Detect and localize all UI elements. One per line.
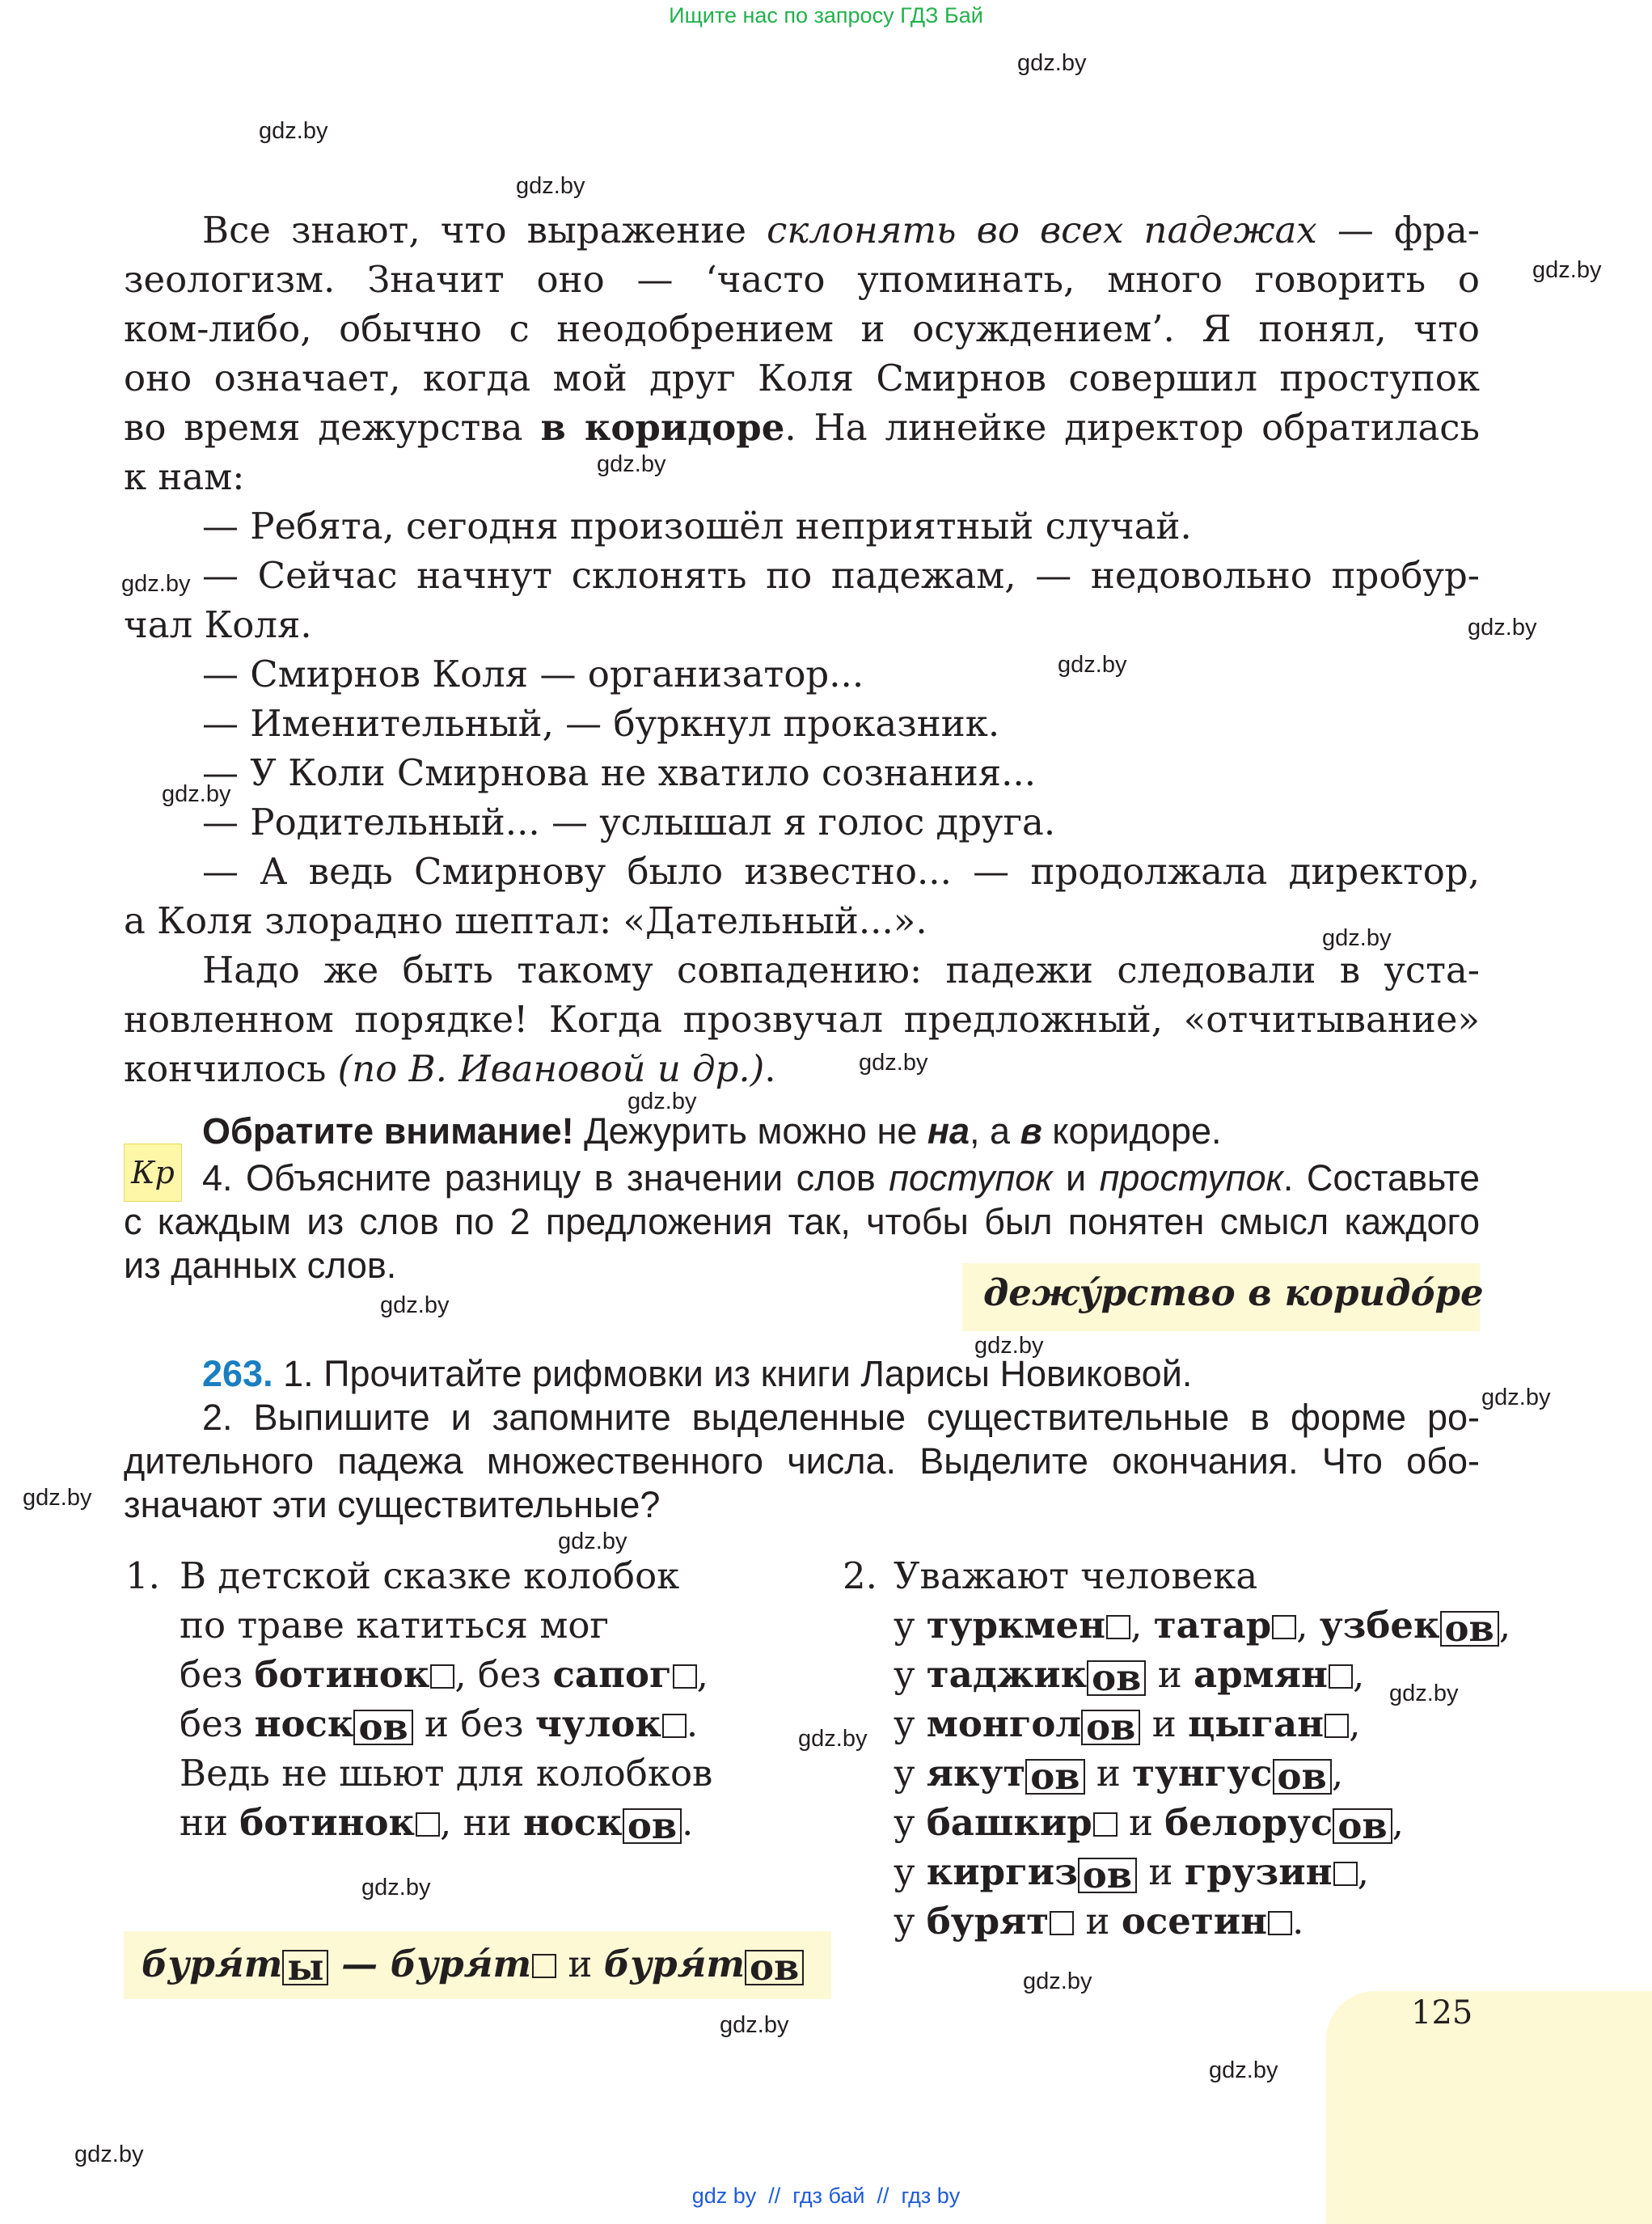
watermark: gdz.by	[259, 118, 328, 144]
watermark: gdz.by	[121, 571, 191, 597]
ending-box: ов	[745, 1950, 804, 1985]
task-4-line-3: из данных слов.	[124, 1245, 397, 1286]
story-line: кончилось (по В. Ивановой и др.).	[124, 1047, 776, 1090]
watermark: gdz.by	[23, 1485, 92, 1511]
dialogue-line: — Смирнов Коля — организатор...	[202, 653, 864, 696]
buryat-box-text: буря́т ы — буря́т и буря́т ов	[142, 1943, 804, 1985]
watermark: gdz.by	[1389, 1681, 1459, 1706]
poem-line: у бурят и осетин .	[894, 1900, 1304, 1943]
story-line-2: зеологизм. Значит оно — ‘часто упоминать, много говорить о	[124, 258, 1480, 301]
zero-ending	[673, 1664, 697, 1689]
zero-ending	[1268, 1911, 1292, 1935]
ending-box: ов	[1333, 1808, 1392, 1844]
poem-line: по траве катиться мог	[180, 1604, 609, 1647]
task-4-line-1: 4. Объясните разницу в значении слов поступок и проступок. Составьте	[202, 1157, 1480, 1199]
ending-box: ов	[1081, 1710, 1140, 1745]
zero-ending	[1050, 1911, 1074, 1935]
zero-ending	[416, 1812, 440, 1837]
zero-ending	[1106, 1615, 1130, 1639]
watermark: gdz.by	[516, 173, 585, 199]
dialogue-line: — Сейчас начнут склонять по падежам, — недовольно пробур-	[202, 554, 1480, 597]
watermark: gdz.by	[1017, 50, 1087, 76]
footer-links[interactable]: gdz by // гдз бай // гдз by	[691, 2184, 961, 2208]
watermark: gdz.by	[380, 1292, 450, 1318]
dialogue-line: — У Коли Смирнова не хватило сознания...	[202, 751, 1037, 794]
dialogue-line: а Коля злорадно шептал: «Дательный...».	[124, 899, 927, 942]
poem-line: ни ботинок , ни носк ов .	[180, 1801, 694, 1847]
story-line-1: Все знают, что выражение склонять во всех падежах — фра-	[202, 209, 1481, 252]
zero-ending	[1329, 1664, 1353, 1689]
task-4-line-2: с каждым из слов по 2 предложения так, чтобы был понятен смысл каждого	[124, 1201, 1480, 1242]
ending-box: ов	[1440, 1611, 1499, 1647]
watermark: gdz.by	[1468, 615, 1537, 641]
dialogue-line: чал Коля.	[124, 603, 312, 646]
ending-box: ов	[353, 1710, 412, 1745]
exercise-263-line-1: 263. 1. Прочитайте рифмовки из книги Ларисы Новиковой.	[202, 1353, 1193, 1394]
ending-box: ов	[1025, 1759, 1084, 1795]
story-line-5: во время дежурства в коридоре. На линейке директор обратилась	[124, 406, 1481, 449]
ending-box: ов	[1078, 1858, 1137, 1893]
poem-line: Ведь не шьют для колобков	[180, 1752, 713, 1795]
top-search-link[interactable]: Ищите нас по запросу ГДЗ Бай	[669, 3, 983, 27]
zero-ending	[1325, 1714, 1349, 1738]
ending-box: ов	[623, 1808, 682, 1844]
spelling-box	[962, 1263, 1484, 1331]
watermark: gdz.by	[1209, 2057, 1278, 2083]
ending-box: ов	[1273, 1759, 1332, 1795]
poem-line: у таджик ов и армян ,	[894, 1653, 1365, 1699]
dialogue-line: — А ведь Смирнову было известно... — продолжала директор,	[202, 850, 1480, 893]
watermark: gdz.by	[162, 781, 231, 807]
story-line-3: ком-либо, обычно с неодобрением и осуждением’. Я понял, что	[124, 307, 1480, 350]
watermark: gdz.by	[558, 1528, 627, 1554]
watermark: gdz.by	[1058, 652, 1127, 678]
page-number: 125	[1411, 1994, 1473, 2032]
poem-number: 1.	[125, 1554, 160, 1597]
poem-line: у башкир и белорус ов ,	[894, 1801, 1404, 1847]
watermark: gdz.by	[1023, 1968, 1092, 1994]
story-line-4: оно означает, когда мой друг Коля Смирнов совершил проступок	[124, 357, 1480, 400]
zero-ending	[430, 1664, 454, 1689]
zero-ending	[1093, 1812, 1118, 1837]
watermark: gdz.by	[798, 1726, 868, 1752]
watermark: gdz.by	[627, 1089, 697, 1114]
poem-line: без ботинок , без сапог ,	[180, 1653, 708, 1696]
dialogue-line: — Именительный, — буркнул проказник.	[202, 702, 1000, 745]
poem-number: 2.	[843, 1554, 877, 1597]
poem-line: В детской сказке колобок	[180, 1554, 680, 1597]
poem-line: у якут ов и тунгус ов ,	[894, 1752, 1344, 1798]
zero-ending	[532, 1954, 556, 1978]
exercise-number: 263.	[202, 1353, 273, 1394]
watermark: gdz.by	[859, 1050, 928, 1076]
dialogue-line: — Ребята, сегодня произошёл неприятный случай.	[202, 505, 1192, 548]
kr-badge-icon: Кр	[124, 1144, 182, 1202]
watermark: gdz.by	[1322, 925, 1392, 951]
watermark: gdz.by	[1481, 1385, 1551, 1410]
attention-label: Обратите внимание!	[202, 1110, 574, 1152]
attention-note: Обратите внимание! Дежурить можно не на, а в коридоре.	[202, 1110, 1222, 1152]
poem-line: у киргиз ов и грузин ,	[894, 1850, 1369, 1896]
story-line: Надо же быть такому совпадению: падежи следовали в уста-	[202, 949, 1480, 991]
ending-box: ы	[282, 1950, 328, 1985]
zero-ending	[662, 1714, 687, 1738]
watermark: gdz.by	[974, 1333, 1044, 1359]
exercise-263-line-2: 2. Выпишите и запомните выделенные существительные в форме ро-	[202, 1397, 1480, 1438]
poem-line: у туркмен , татар , узбек ов ,	[894, 1604, 1511, 1650]
story-line: новленном порядке! Когда прозвучал предложный, «отчитывание»	[124, 998, 1480, 1041]
watermark: gdz.by	[597, 451, 666, 477]
poem-line: без носк ов и без чулок .	[180, 1702, 699, 1748]
story-line-6: к нам:	[124, 455, 245, 498]
story-source: (по В. Ивановой и др.)	[337, 1047, 765, 1090]
ending-box: ов	[1087, 1660, 1146, 1696]
zero-ending	[1333, 1862, 1358, 1886]
exercise-263-line-4: значают эти существительные?	[124, 1484, 661, 1525]
poem-line: Уважают человека	[894, 1554, 1258, 1597]
poem-line: у монгол ов и цыган ,	[894, 1702, 1361, 1748]
watermark: gdz.by	[720, 2012, 789, 2038]
exercise-263-line-3: дительного падежа множественного числа. Выделите окончания. Что обо-	[124, 1440, 1480, 1482]
watermark: gdz.by	[74, 2142, 144, 2167]
watermark: gdz.by	[361, 1875, 431, 1901]
dialogue-line: — Родительный... — услышал я голос друга.	[202, 801, 1056, 844]
buryat-box	[124, 1931, 831, 1999]
spelling-box-text: дежу́рство в коридо́ре	[983, 1271, 1484, 1314]
watermark: gdz.by	[1532, 257, 1602, 283]
zero-ending	[1272, 1615, 1296, 1639]
